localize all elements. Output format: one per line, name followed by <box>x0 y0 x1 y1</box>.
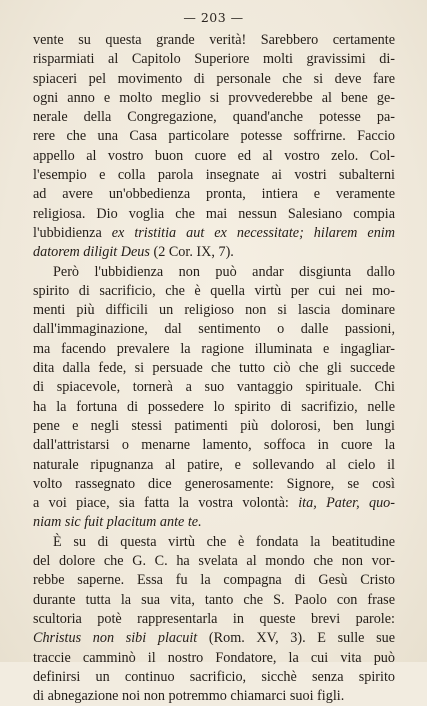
text-line <box>33 166 395 185</box>
text-run: dall'attristarsi o menarne lamento, soffoca in cuore la <box>33 437 395 454</box>
text-run: dall'immaginazione, dal sentimento o dalle passioni, <box>33 321 395 338</box>
text-line <box>33 629 395 648</box>
text-line <box>33 436 395 455</box>
text-line <box>33 340 395 359</box>
text-run: a voi piace, sia fatta la vostra volontà: <box>33 495 299 512</box>
body-text <box>33 31 395 706</box>
text-run: vente su questa grande verità! Sarebbero certamente <box>33 32 395 48</box>
text-run: nerale della Congregazione, quand'anche potesse pa- <box>33 109 395 126</box>
text-line <box>33 31 395 50</box>
text-line <box>33 108 395 127</box>
text-line <box>33 552 395 571</box>
text-run: di abnegazione noi non potremmo chiamarci suoi figli. <box>33 688 345 705</box>
text-run: volto rassegnato dice generosamente: Signore, se così <box>33 475 395 492</box>
italic-text: niam sic fuit placitum ante te. <box>33 514 202 531</box>
text-run: del dolore che G. C. ha svelata al mondo che non vor- <box>33 553 395 570</box>
italic-text: ita, Pater, quo- <box>298 495 395 512</box>
text-line <box>33 494 395 513</box>
italic-text: Christus non sibi placuit <box>33 630 198 647</box>
italic-text: datorem diligit Deus <box>33 244 150 261</box>
text-line <box>33 147 395 166</box>
text-line <box>33 475 395 494</box>
text-run: scultoria potè rappresentarla in queste brevi parole: <box>33 610 395 627</box>
text-run: (Rom. XV, 3). E sulle sue <box>197 630 395 647</box>
text-run: definirsi un continuo sacrificio, sicchè senza spirito <box>33 668 395 685</box>
paragraph <box>33 263 395 533</box>
text-run: È su di questa virtù che è fondata la beatitudine <box>53 533 395 550</box>
page-number: — 203 — <box>183 10 244 25</box>
text-run: appello al vostro buon cuore ed al vostro zelo. Col- <box>33 147 395 164</box>
text-run: ma facendo prevalere la ragione illuminata e ingagliar- <box>33 340 395 357</box>
text-line <box>33 205 395 224</box>
text-run: Però l'ubbidienza non può andar disgiunta dallo <box>53 263 395 280</box>
text-run: ogni anno e molto meglio si provvederebbe al bene ge- <box>33 89 395 106</box>
text-line <box>33 513 395 532</box>
text-line <box>33 243 395 262</box>
text-line <box>33 185 395 204</box>
text-line <box>33 417 395 436</box>
text-run: spirito di sacrificio, che è quella virtù per cui nei mo- <box>33 282 395 299</box>
text-run: risparmiati al Capitolo Superiore molti gravissimi di- <box>33 51 395 68</box>
text-run: traccie camminò il nostro Fondatore, la cui vita può <box>33 649 395 666</box>
text-run: l'ubbidienza <box>33 224 112 241</box>
text-line <box>33 263 395 282</box>
paragraph <box>33 31 395 263</box>
text-run: ha la fortuna di possedere lo spirito di sacrifizio, nelle <box>33 398 395 415</box>
paragraph <box>33 533 395 706</box>
text-line <box>33 398 395 417</box>
text-line <box>33 571 395 590</box>
text-line <box>33 70 395 89</box>
text-run: dita dalla fede, si persuade che tutto ciò che gli succede <box>33 360 395 377</box>
text-line <box>33 533 395 552</box>
text-run: ad avere un'obbedienza pronta, intiera e veramente <box>33 186 395 203</box>
text-line <box>33 378 395 397</box>
text-line <box>33 649 395 668</box>
text-line <box>33 127 395 146</box>
text-line <box>33 359 395 378</box>
text-run: rebbe saperne. Essa fu la compagna di Gesù Cristo <box>33 572 395 589</box>
text-run: religiosa. Dio voglia che mai nessun Salesiano compia <box>33 205 395 222</box>
text-line <box>33 668 395 687</box>
text-run: spiaceri pel movimento di personale che si deve fare <box>33 70 395 87</box>
text-line <box>33 591 395 610</box>
text-run: pene e negli stessi patimenti più dolorosi, ben lungi <box>33 417 395 434</box>
text-run: durante tutta la sua vita, tanto che S. Paolo con frase <box>33 591 395 608</box>
text-line <box>33 687 395 706</box>
text-line <box>33 224 395 243</box>
text-run: naturale ripugnanza al patire, e sollevando al cielo il <box>33 456 395 473</box>
text-line <box>33 50 395 69</box>
text-line <box>33 456 395 475</box>
text-line <box>33 610 395 629</box>
text-line <box>33 320 395 339</box>
text-run: menti più difficili un religioso non si lascia dominare <box>33 302 395 319</box>
text-line <box>33 282 395 301</box>
text-run: l'esempio e colla parola insegnate ai vostri subalterni <box>33 167 395 184</box>
text-line <box>33 89 395 108</box>
italic-text: ex tristitia aut ex necessitate; hilarem enim <box>111 224 395 241</box>
text-line <box>33 301 395 320</box>
text-run: rere che una Casa particolare potesse soffrirne. Faccio <box>33 128 395 145</box>
text-run: (2 Cor. IX, 7). <box>149 244 234 261</box>
text-run: di spiacevole, tornerà a suo vantaggio spirituale. Chi <box>33 379 395 396</box>
